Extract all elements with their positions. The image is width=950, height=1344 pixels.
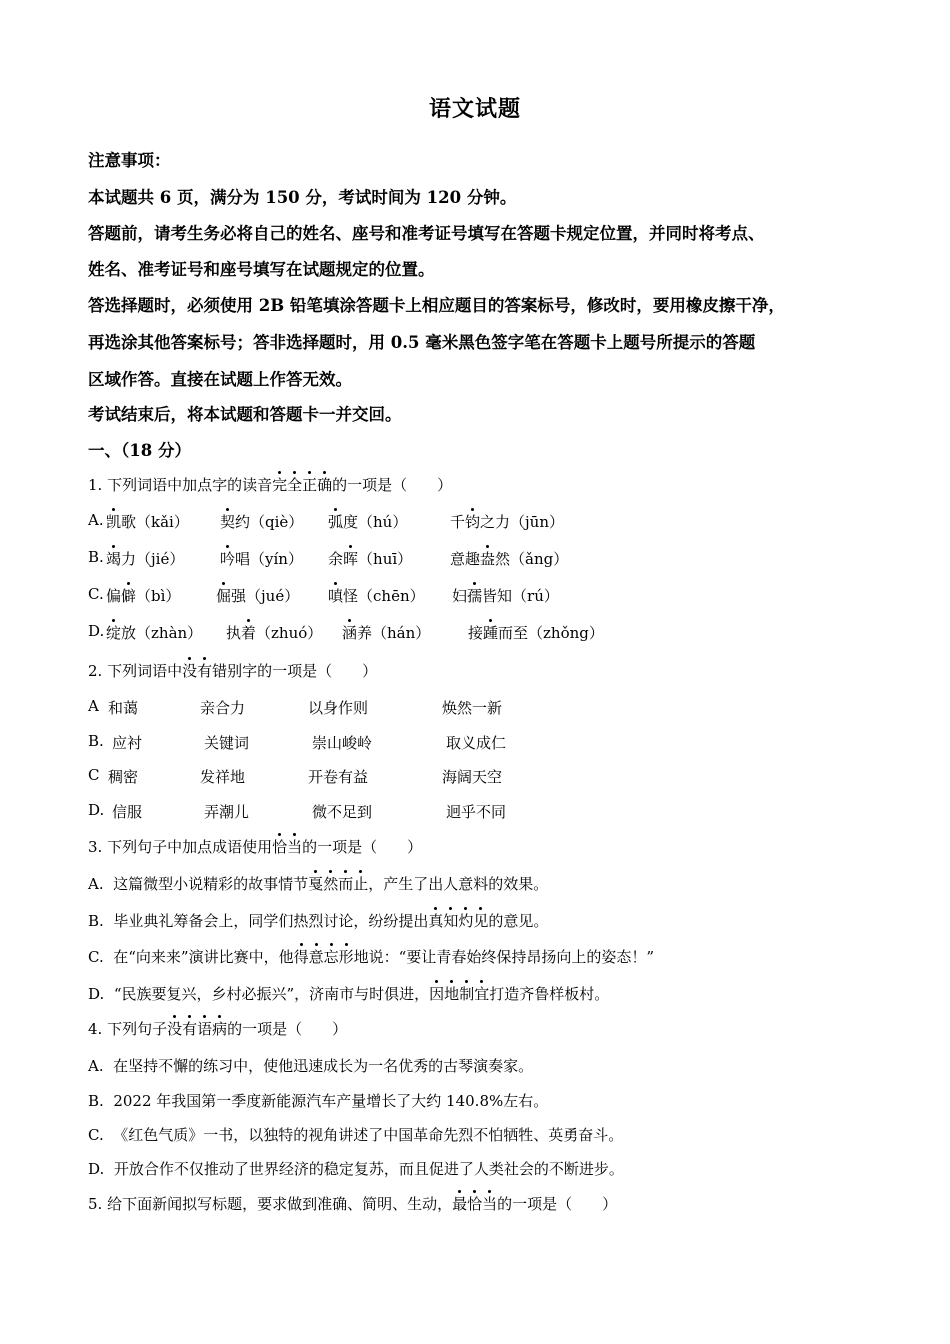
question-2-option-d: D. 信服 弄潮儿 微不足到 迥乎不同 — [88, 801, 507, 821]
question-2-option-c: C 稠密 发祥地 开卷有益 海阔天空 — [88, 766, 503, 786]
notes-line-2: 答题前，请考生务必将自己的姓名、座号和准考证号填写在答题卡规定位置，并同时将考点、 — [88, 224, 765, 243]
question-3-option-d: D. “民族要复兴，乡村必振兴”，济南市与时俱进，因地制宜打造齐鲁样板村。 — [88, 985, 610, 1003]
question-1-option-b: B. 竭力（jié） 吟唱（yín） 余晖（huī） 意趣盎然（ǎng） — [88, 548, 569, 568]
notes-line-4: 答选择题时，必须使用 2B 铅笔填涂答题卡上相应题目的答案标号，修改时，要用橡皮擦干净， — [88, 296, 785, 315]
notes-line-5: 再选涂其他答案标号；答非选择题时，用 0.5 毫米黑色签字笔在答题卡上题号所提示的答题 — [88, 333, 756, 352]
question-4-stem: 4. 下列句子没有语病的一项是（ ） — [88, 1020, 348, 1038]
question-5-stem: 5. 给下面新闻拟写标题，要求做到准确、简明、生动，最恰当的一项是（ ） — [88, 1195, 618, 1213]
question-3-stem: 3. 下列句子中加点成语使用恰当的一项是（ ） — [88, 838, 423, 856]
question-3-option-a: A. 这篇微型小说精彩的故事情节戛然而止，产生了出人意料的效果。 — [88, 875, 549, 893]
question-2-stem: 2. 下列词语中没有错别字的一项是（ ） — [88, 662, 378, 680]
notes-line-6: 区域作答。直接在试题上作答无效。 — [88, 370, 352, 389]
question-4-option-d: D. 开放合作不仅推动了世界经济的稳定复苏，而且促进了人类社会的不断进步。 — [88, 1160, 624, 1178]
notes-line-7: 考试结束后，将本试题和答题卡一并交回。 — [88, 405, 402, 424]
question-4-option-c: C. 《红色气质》一书，以独特的视角讲述了中国革命先烈不怕牺牲、英勇奋斗。 — [88, 1126, 624, 1144]
question-2-option-a: A 和蔼 亲合力 以身作则 焕然一新 — [88, 697, 503, 717]
question-1-option-c: C. 偏僻（bì） 倔强（jué） 嗔怪（chēn） 妇孺皆知（rú） — [88, 585, 559, 605]
question-4-option-b: B. 2022 年我国第一季度新能源汽车产量增长了大约 140.8%左右。 — [88, 1092, 549, 1110]
section-heading: 一、（18 分） — [88, 441, 191, 460]
question-4-option-a: A. 在坚持不懈的练习中，使他迅速成长为一名优秀的古琴演奏家。 — [88, 1057, 534, 1075]
question-2-option-b: B. 应衬 关键词 崇山峻岭 取义成仁 — [88, 732, 507, 752]
question-3-option-b: B. 毕业典礼筹备会上，同学们热烈讨论，纷纷提出真知灼见的意见。 — [88, 912, 549, 930]
question-3-option-c: C. 在“向来来”演讲比赛中，他得意忘形地说：“要让青春始终保持昂扬向上的姿态！” — [88, 948, 655, 966]
question-1-option-d: D. 绽放（zhàn） 执着（zhuó） 涵养（hán） 接踵而至（zhǒng） — [88, 622, 604, 642]
notes-line-1: 本试题共 6 页，满分为 150 分，考试时间为 120 分钟。 — [88, 188, 517, 207]
page-title: 语文试题 — [428, 96, 521, 122]
notes-heading: 注意事项： — [88, 151, 171, 170]
question-1-option-a: A. 凯歌（kǎi） 契约（qiè） 弧度（hú） 千钧之力（jūn） — [88, 511, 565, 531]
question-1-stem: 1. 下列词语中加点字的读音完全正确的一项是（ ） — [88, 476, 453, 494]
notes-line-3: 姓名、准考证号和座号填写在试题规定的位置。 — [88, 260, 435, 279]
